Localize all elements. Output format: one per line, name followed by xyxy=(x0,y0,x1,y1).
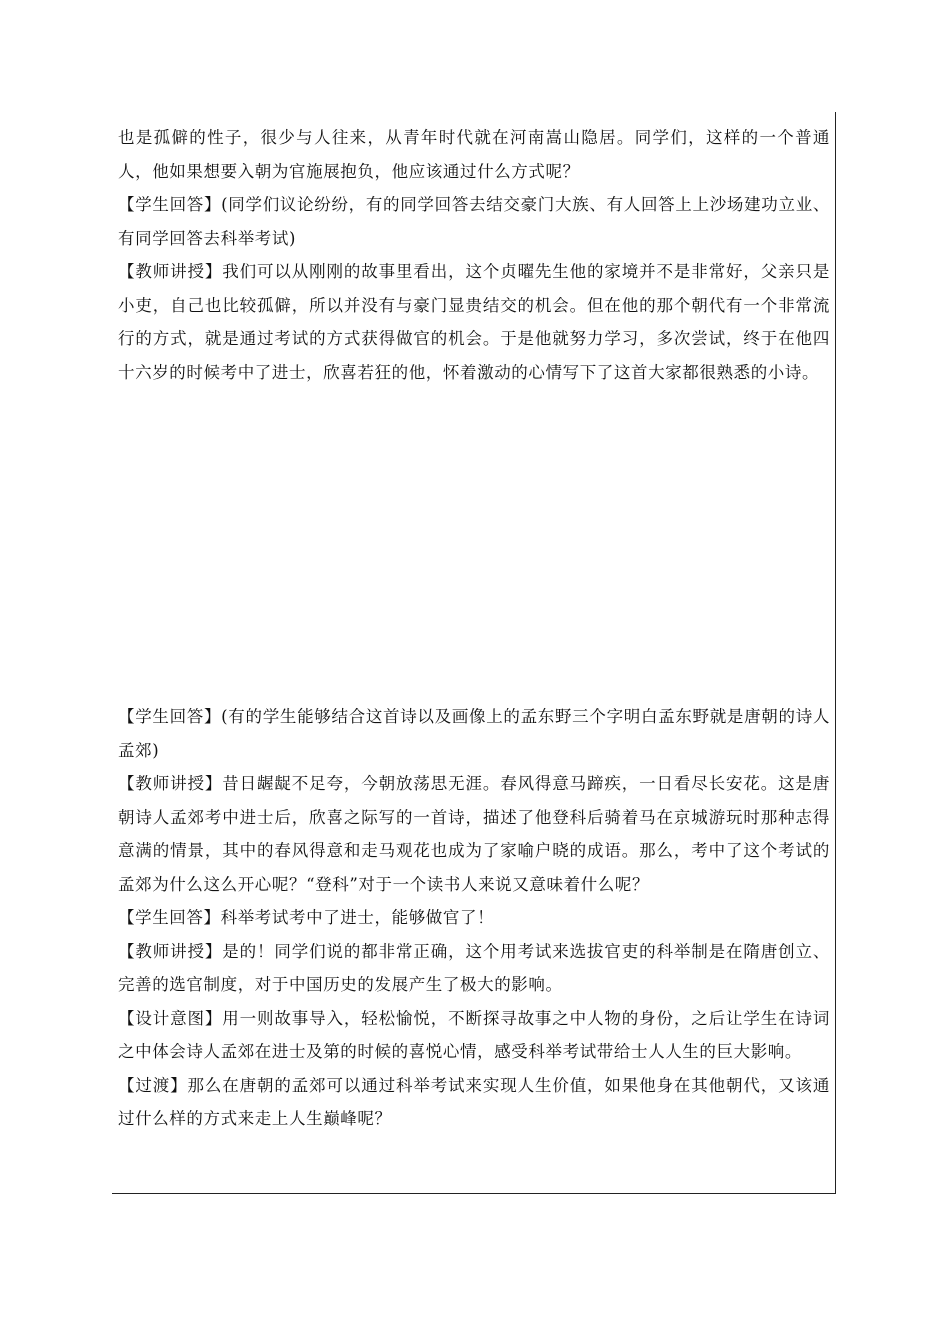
paragraph-teacher-lecture: 【教师讲授】是的！同学们说的都非常正确，这个用考试来选拔官吏的科举制是在隋唐创立、完善的选官制度，对于中国历史的发展产生了极大的影响。 xyxy=(118,941,830,994)
paragraph-transition: 【过渡】那么在唐朝的孟郊可以通过科举考试来实现人生价值，如果他身在其他朝代，又该通过什么样的方式来走上人生巅峰呢？ xyxy=(118,1075,831,1128)
paragraph-student-answer: 【学生回答】科举考试考中了进士，能够做官了！ xyxy=(118,908,495,927)
paragraph-teacher-lecture: 【教师讲授】我们可以从刚刚的故事里看出，这个贞曜先生他的家境并不是非常好，父亲只是小吏，自己也比较孤僻，所以并没有与豪门显贵结交的机会。但在他的那个朝代有一个非常流行的方式，就是通过考试的方式获得做官的机会。于是他就努力学习，多次尝试，终于在他四十六岁的时候考中了进士，欣喜若狂的他，怀着激动的心情写下了这首大家都很熟悉的小诗。 xyxy=(118,262,830,382)
section-tag: 【教师讲授】 xyxy=(118,774,223,793)
lesson-text-top xyxy=(118,121,830,389)
section-tag: 【教师讲授】 xyxy=(118,262,223,281)
section-tag: 【学生回答】 xyxy=(118,195,222,214)
section-tag: 【学生回答】 xyxy=(118,707,222,726)
table-bottom-border xyxy=(112,1193,836,1194)
paragraph-intro: 也是孤僻的性子，很少与人往来，从青年时代就在河南嵩山隐居。同学们，这样的一个普通人，他如果想要入朝为官施展抱负，他应该通过什么方式呢？ xyxy=(118,128,830,181)
lesson-text-bottom xyxy=(118,700,830,1136)
section-tag: 【设计意图】 xyxy=(118,1008,223,1028)
section-tag: 【过渡】 xyxy=(118,1075,188,1095)
section-tag: 【学生回答】 xyxy=(118,908,221,927)
table-right-border xyxy=(835,112,836,1194)
paragraph-design-intent: 【设计意图】用一则故事导入，轻松愉悦，不断探寻故事之中人物的身份，之后让学生在诗词之中体会诗人孟郊在进士及第的时候的喜悦心情，感受科举考试带给士人人生的巨大影响。 xyxy=(118,1008,830,1061)
section-tag: 【教师讲授】 xyxy=(118,941,223,961)
paragraph-student-answer: 【学生回答】(有的学生能够结合这首诗以及画像上的孟东野三个字明白孟东野就是唐朝的诗人孟郊) xyxy=(118,707,830,760)
paragraph-teacher-lecture: 【教师讲授】昔日龌龊不足夸，今朝放荡思无涯。春风得意马蹄疾，一日看尽长安花。这是唐朝诗人孟郊考中进士后，欣喜之际写的一首诗，描述了他登科后骑着马在京城游玩时那种志得意满的情景，其中的春风得意和走马观花也成为了家喻户晓的成语。那么，考中了这个考试的孟郊为什么这么开心呢？“登科”对于一个读书人来说又意味着什么呢？ xyxy=(118,774,830,894)
paragraph-student-answer: 【学生回答】(同学们议论纷纷，有的同学回答去结交豪门大族、有人回答上上沙场建功立业、有同学回答去科举考试) xyxy=(118,195,830,248)
